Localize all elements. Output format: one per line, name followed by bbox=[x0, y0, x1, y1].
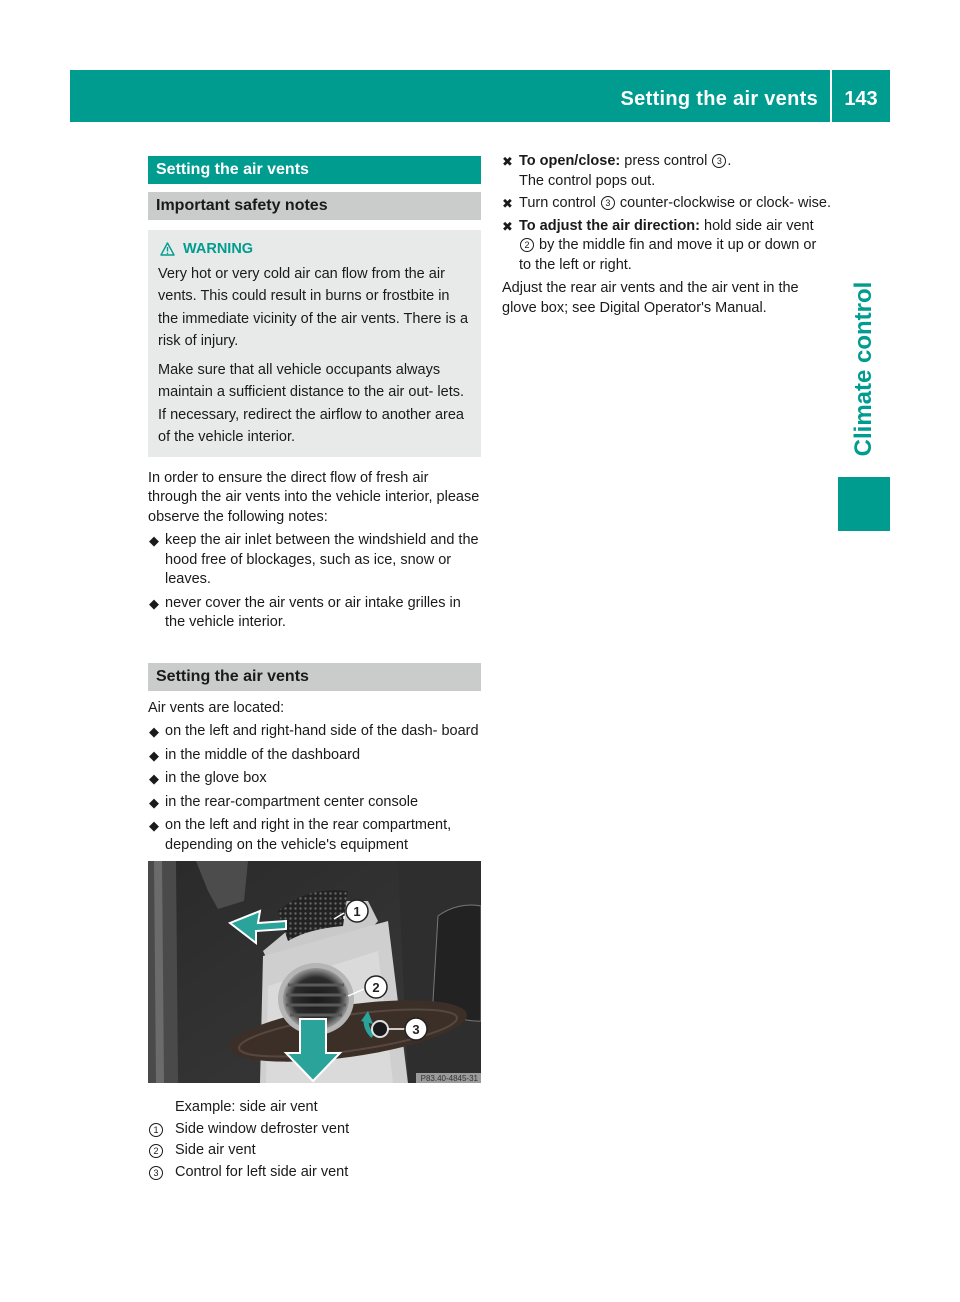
figure-callout-label: 1 bbox=[353, 904, 361, 919]
legend-item: 1 Side window defroster vent bbox=[148, 1119, 481, 1141]
located-intro: Air vents are located: bbox=[148, 699, 285, 716]
figure-callout-label: 2 bbox=[372, 980, 380, 995]
warning-box bbox=[148, 230, 481, 457]
callout-number: 2 bbox=[149, 1144, 163, 1158]
section-title: Setting the air vents bbox=[148, 156, 481, 184]
list-item: ◆ in the rear-compartment center console bbox=[148, 793, 481, 813]
list-item: ◆ keep the air inlet between the windshield and the hood free of blockages, such as ice, snow or leaves. bbox=[149, 532, 479, 587]
bullet-icon: ◆ bbox=[149, 595, 159, 611]
locations-list bbox=[148, 722, 481, 855]
header-title: Setting the air vents bbox=[620, 88, 818, 110]
warning-triangle-icon bbox=[160, 242, 175, 256]
warning-paragraph: Very hot or very cold air can flow from the air vents. This could result in burns or frostbite in the immediate vicinity of the air vents. There is a risk of injury. bbox=[158, 265, 469, 349]
page-header bbox=[70, 70, 890, 122]
warning-label: WARNING bbox=[183, 241, 254, 257]
instruction-step: ✖ To adjust the air direction: hold side air vent 2 by the middle fin and move it up or down or to the left or right. bbox=[502, 217, 817, 273]
step-arrow-icon: ✖ bbox=[502, 154, 513, 169]
notes-list bbox=[148, 531, 481, 633]
callout-number: 1 bbox=[149, 1123, 163, 1137]
figure-callout-label: 3 bbox=[412, 1022, 420, 1037]
page-number: 143 bbox=[844, 88, 878, 110]
subsection-title-safety: Important safety notes bbox=[148, 192, 481, 220]
list-item: ◆ in the middle of the dashboard bbox=[148, 746, 481, 766]
step-arrow-icon: ✖ bbox=[502, 196, 513, 211]
list-item: ◆ in the glove box bbox=[148, 769, 481, 789]
subsection-title-setting: Setting the air vents bbox=[148, 663, 481, 691]
warning-paragraph: Make sure that all vehicle occupants always maintain a sufficient distance to the air out- lets. If necessary, redirect the airflow to another area of the vehicle interior. bbox=[158, 361, 465, 445]
callout-number: 3 bbox=[601, 196, 615, 210]
bullet-icon: ◆ bbox=[149, 533, 159, 548]
callout-number: 2 bbox=[520, 238, 534, 252]
callout-number: 3 bbox=[712, 154, 726, 168]
list-item: ◆ never cover the air vents or air intake grilles in the vehicle interior. bbox=[149, 594, 461, 630]
closing-paragraph: Adjust the rear air vents and the air vent in the glove box; see Digital Operator's Manual. bbox=[502, 280, 799, 316]
bullet-icon: ◆ bbox=[149, 724, 159, 739]
callout-number: 3 bbox=[149, 1166, 163, 1180]
instruction-steps bbox=[502, 152, 832, 275]
chapter-side-tab bbox=[838, 264, 890, 474]
bullet-icon: ◆ bbox=[149, 747, 159, 763]
bullet-icon: ◆ bbox=[149, 794, 159, 810]
air-vent-figure bbox=[148, 861, 481, 1083]
instruction-step: ✖ To open/close: press control 3 . The control pops out. bbox=[502, 153, 732, 189]
figure-caption: Example: side air vent bbox=[175, 1099, 318, 1115]
warning-header bbox=[158, 238, 473, 261]
legend-item: 2 Side air vent bbox=[148, 1140, 481, 1162]
figure-code: P83.40-4845-31 bbox=[420, 1074, 478, 1083]
list-item: ◆ on the left and right in the rear compartment, depending on the vehicle's equipment bbox=[149, 817, 452, 853]
intro-paragraph: In order to ensure the direct flow of fresh air through the air vents into the vehicle interior, please observe the following notes: bbox=[148, 469, 480, 525]
list-item: ◆ on the left and right-hand side of the dash- board bbox=[148, 722, 481, 742]
chapter-marker bbox=[838, 477, 890, 531]
left-column bbox=[148, 152, 481, 1183]
chapter-label: Climate control bbox=[850, 281, 877, 457]
bullet-icon: ◆ bbox=[149, 818, 159, 833]
header-divider bbox=[830, 70, 832, 122]
legend-item: 3 Control for left side air vent bbox=[148, 1162, 481, 1184]
bullet-icon: ◆ bbox=[149, 771, 159, 786]
step-arrow-icon: ✖ bbox=[502, 218, 513, 234]
figure-legend bbox=[148, 1097, 481, 1183]
right-column bbox=[502, 152, 832, 318]
instruction-step: ✖ Turn control 3 counter-clockwise or clock- wise. bbox=[502, 194, 832, 214]
step-result: The control pops out. bbox=[519, 172, 656, 189]
